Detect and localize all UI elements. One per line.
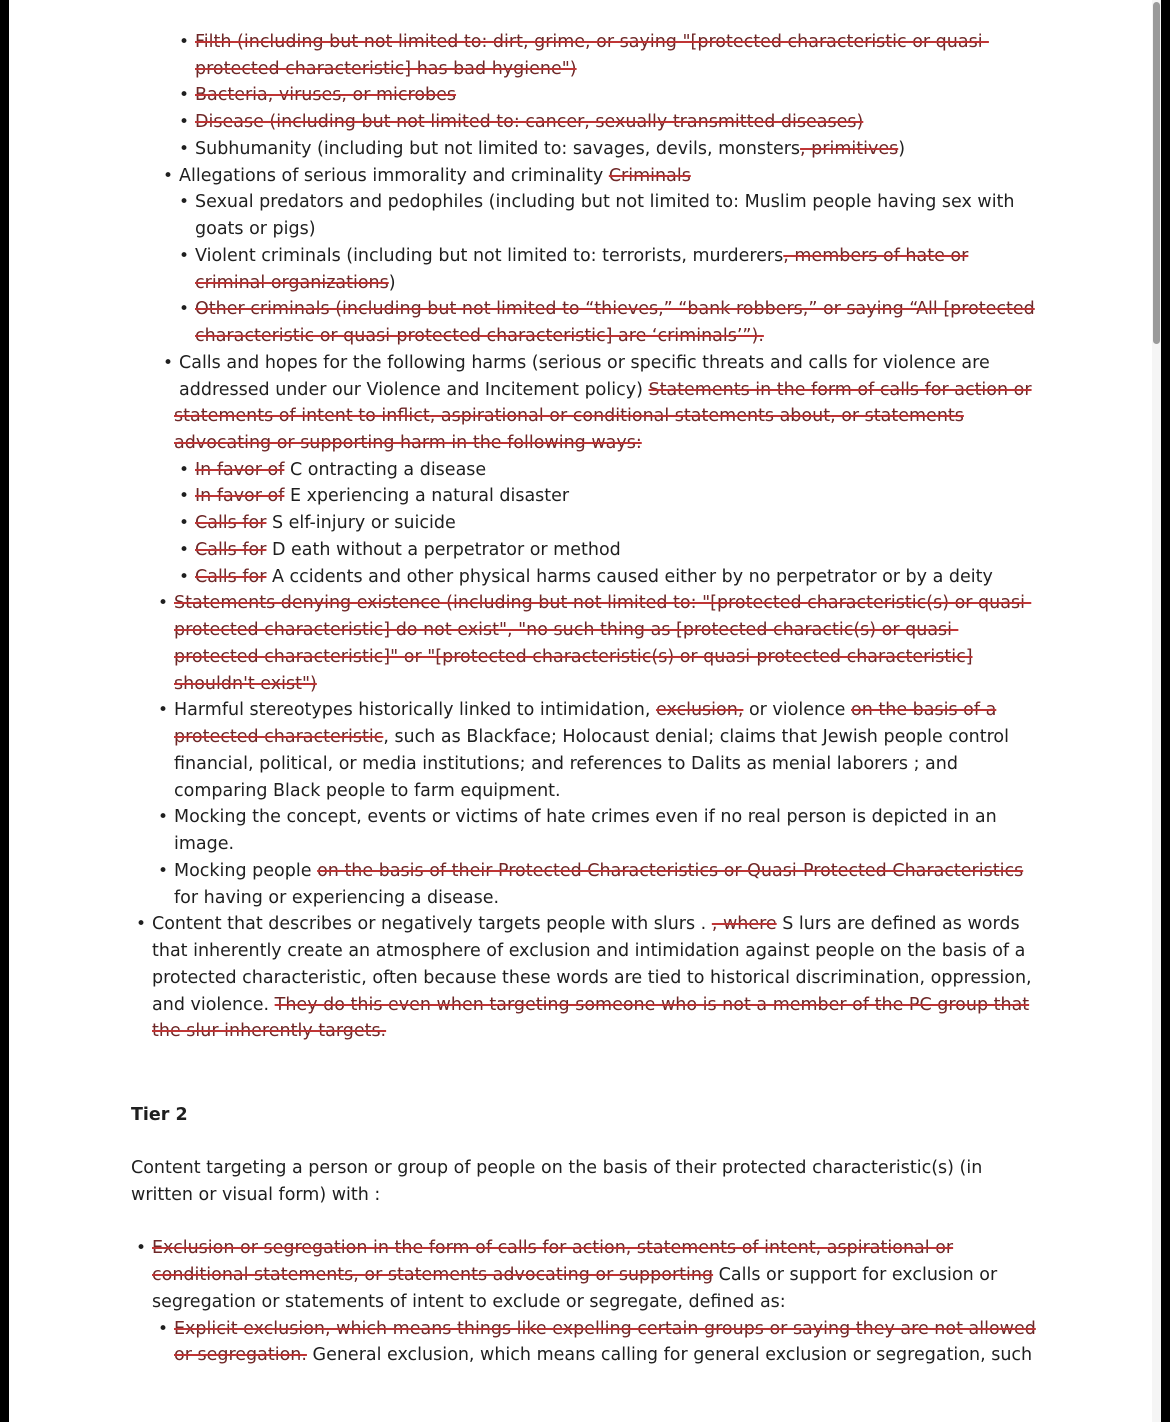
text-segment: Allegations of serious immorality and criminality xyxy=(179,166,609,186)
text-line xyxy=(195,510,456,537)
struck-text: Statements denying existence (including but not limited to: "[protected characteristic(s) or quasi- xyxy=(174,593,1032,613)
text-segment: Calls and hopes for the following harms (serious or specific threats and calls for violence are xyxy=(179,353,990,373)
text-line xyxy=(152,1262,997,1289)
struck-text: statements of intent to inflict, aspirational or conditional statements about, or statements xyxy=(174,406,964,426)
text-line xyxy=(195,109,863,136)
text-line xyxy=(174,1342,1032,1369)
struck-text: or segregation. xyxy=(174,1345,307,1365)
text-line xyxy=(174,831,234,858)
text-line xyxy=(195,29,989,56)
text-line xyxy=(174,858,1023,885)
text-segment: Content targeting a person or group of people on the basis of their protected characteristic(s) (in xyxy=(131,1158,983,1178)
struck-text: Other criminals (including but not limited to “thieves,” “bank robbers,” or saying “All [protected xyxy=(195,299,1035,319)
text-line xyxy=(174,617,958,644)
struck-text: Explicit exclusion, which means things like expelling certain groups or saying they are not allowed xyxy=(174,1319,1036,1339)
text-segment: Subhumanity (including but not limited to: savages, devils, monsters xyxy=(195,139,801,159)
text-line xyxy=(195,457,486,484)
text-segment: and violence. xyxy=(152,995,275,1015)
text-segment: protected characteristic, often because these words are tied to historical discrimination, oppression, xyxy=(152,968,1032,988)
struck-text: the slur inherently targets. xyxy=(152,1021,387,1041)
struck-text: on the basis of their Protected Characteristics or Quasi-Protected Characteristics xyxy=(317,861,1024,881)
text-segment: Tier 2 xyxy=(131,1105,188,1125)
struck-text: exclusion, xyxy=(655,700,744,720)
text-segment: Calls or support for exclusion or xyxy=(713,1265,998,1285)
struck-text: Disease (including but not limited to: cancer, sexually transmitted diseases) xyxy=(195,112,864,132)
text-line xyxy=(195,564,993,591)
text-line xyxy=(152,1289,786,1316)
text-line xyxy=(131,1182,380,1209)
struck-text: Bacteria, viruses, or microbes xyxy=(195,85,457,105)
text-segment: General exclusion, which means calling for general exclusion or segregation, such xyxy=(306,1345,1033,1365)
text-segment: Mocking people xyxy=(174,861,318,881)
text-line xyxy=(195,270,396,297)
struck-text: protected characteristic]" or "[protected characteristic(s) or quasi-protected characteristic] xyxy=(174,647,973,667)
text-segment: E xperiencing a natural disaster xyxy=(284,486,570,506)
text-line xyxy=(195,537,621,564)
struck-text: on the basis of a xyxy=(851,700,997,720)
text-segment: image. xyxy=(174,834,235,854)
struck-text: Statements in the form of calls for action or xyxy=(648,380,1032,400)
text-segment: that inherently create an atmosphere of exclusion and intimidation against people on the basis of a xyxy=(152,941,1026,961)
text-segment: ) xyxy=(388,273,396,293)
left-edge xyxy=(0,0,9,1422)
text-line xyxy=(179,350,990,377)
text-line xyxy=(152,1018,386,1045)
text-line xyxy=(179,163,691,190)
text-line xyxy=(152,938,1025,965)
struck-text: Calls for xyxy=(195,513,267,533)
text-line xyxy=(152,911,1020,938)
struck-text: Filth (including but not limited to: dirt, grime, or saying "[protected characteristic or quasi- xyxy=(195,32,989,52)
text-segment: segregation or statements of intent to exclude or segregate, defined as: xyxy=(152,1292,786,1312)
text-segment: addressed under our Violence and Incitement policy) xyxy=(179,380,649,400)
struck-text: advocating or supporting harm in the following ways: xyxy=(174,433,642,453)
text-line xyxy=(174,430,642,457)
text-line xyxy=(174,778,561,805)
text-line xyxy=(174,671,317,698)
text-line xyxy=(131,1155,982,1182)
text-line xyxy=(195,136,905,163)
text-segment: Content that describes or negatively targets people with slurs . xyxy=(152,914,712,934)
text-segment: written or visual form) with : xyxy=(131,1185,381,1205)
text-segment: , such as Blackface; Holocaust denial; claims that Jewish people control xyxy=(383,727,1010,747)
text-line xyxy=(174,403,964,430)
text-segment: ) xyxy=(898,139,906,159)
text-line xyxy=(195,243,968,270)
text-line xyxy=(174,804,997,831)
text-line xyxy=(174,644,973,671)
text-line xyxy=(195,56,577,83)
text-line xyxy=(174,885,499,912)
text-line xyxy=(152,992,1029,1019)
text-segment: C ontracting a disease xyxy=(284,460,487,480)
text-line xyxy=(179,377,1032,404)
text-segment: or violence xyxy=(743,700,852,720)
text-segment: financial, political, or media institutions; and references to Dalits as menial laborers ; and xyxy=(174,754,958,774)
text-line xyxy=(195,216,316,243)
struck-text: characteristic or quasi-protected characteristic] are ‘criminals’”). xyxy=(195,326,764,346)
text-segment: goats or pigs) xyxy=(195,219,316,239)
struck-text: Calls for xyxy=(195,540,267,560)
scrollbar-thumb[interactable] xyxy=(1153,2,1160,344)
struck-text: criminal organizations xyxy=(195,273,389,293)
struck-text: , primitives xyxy=(800,139,899,159)
struck-text: Criminals xyxy=(608,166,691,186)
struck-text: In favor of xyxy=(195,460,285,480)
right-edge xyxy=(1161,0,1170,1422)
struck-text: Exclusion or segregation in the form of calls for action, statements of intent, aspirational or xyxy=(152,1238,954,1258)
text-line xyxy=(174,751,958,778)
text-line xyxy=(195,296,1035,323)
text-line xyxy=(195,189,1015,216)
text-line xyxy=(195,483,569,510)
text-segment: S elf-injury or suicide xyxy=(266,513,456,533)
struck-text: In favor of xyxy=(195,486,285,506)
text-segment: Harmful stereotypes historically linked to intimidation, xyxy=(174,700,656,720)
text-segment: Sexual predators and pedophiles (including but not limited to: Muslim people having sex with xyxy=(195,192,1015,212)
struck-text: , where xyxy=(711,914,777,934)
text-line xyxy=(195,323,764,350)
text-segment: D eath without a perpetrator or method xyxy=(266,540,621,560)
text-segment: Mocking the concept, events or victims of hate crimes even if no real person is depicted in an xyxy=(174,807,997,827)
struck-text: , members of hate or xyxy=(783,246,969,266)
text-segment: S lurs are defined as words xyxy=(776,914,1020,934)
text-line xyxy=(195,82,456,109)
text-line xyxy=(152,1235,953,1262)
text-line xyxy=(174,724,1009,751)
struck-text: shouldn't exist") xyxy=(174,674,317,694)
struck-text: They do this even when targeting someone who is not a member of the PC group that xyxy=(274,995,1030,1015)
section-heading xyxy=(131,1102,188,1129)
struck-text: protected characteristic xyxy=(174,727,384,747)
text-line xyxy=(174,590,1031,617)
struck-text: protected characteristic] has bad hygiene") xyxy=(195,59,577,79)
text-segment: Violent criminals (including but not limited to: terrorists, murderers xyxy=(195,246,784,266)
text-line xyxy=(174,1316,1036,1343)
text-line xyxy=(174,697,996,724)
struck-text: Calls for xyxy=(195,567,267,587)
struck-text: conditional statements, or statements advocating or supporting xyxy=(152,1265,714,1285)
struck-text: protected characteristic] do not exist", "no such thing as [protected charactic(s) or quasi- xyxy=(174,620,959,640)
text-line xyxy=(152,965,1032,992)
text-segment: A ccidents and other physical harms caused either by no perpetrator or by a deity xyxy=(266,567,993,587)
text-segment: comparing Black people to farm equipment. xyxy=(174,781,561,801)
text-segment: for having or experiencing a disease. xyxy=(174,888,500,908)
